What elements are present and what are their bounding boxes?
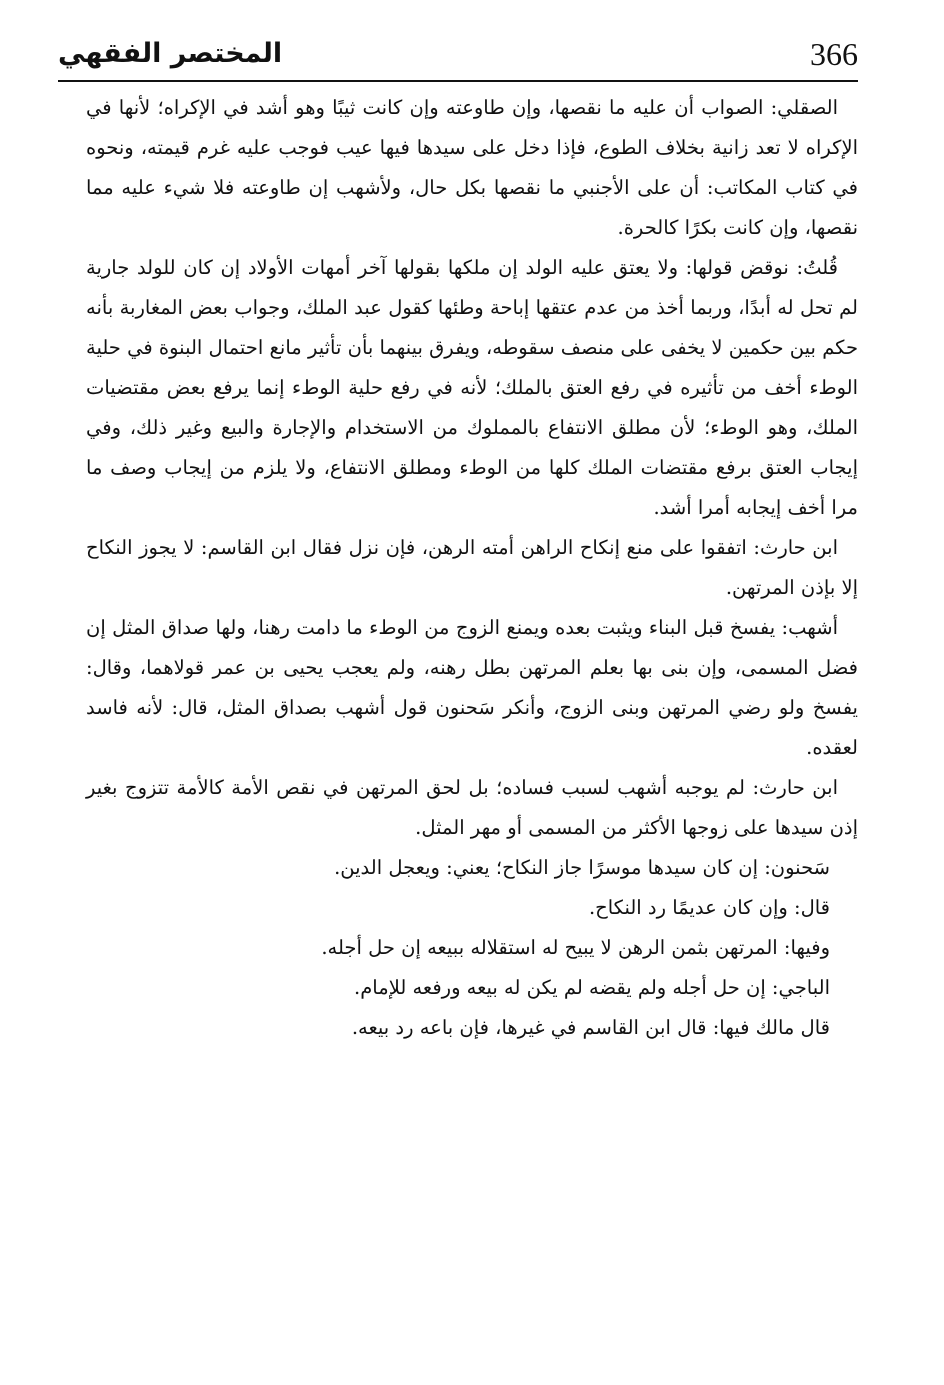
paragraph-ibn-harith-1: ابن حارث: اتفقوا على منع إنكاح الراهن أمته الرهن، فإن نزل فقال ابن القاسم: لا يجوز النكاح إلا بإذن المرتهن. <box>86 536 858 599</box>
paragraph-wa-fiha: وفيها: المرتهن بثمن الرهن لا يبيح له استقلاله ببيعه إن حل أجله. <box>321 936 830 959</box>
header-divider <box>58 80 858 82</box>
paragraph-siqilli: الصقلي: الصواب أن عليه ما نقصها، وإن طاوعته وإن كانت ثيبًا وهو أشد في الإكراه؛ لأنها في الإكراه لا تعد زانية بخلاف الطوع، فإذا دخل على سيدها فيها عيب فوجب عليه غرم قيمته، ونحوه في كتاب المكاتب: أن على الأجنبي ما نقصها بكل حال، ولأشهب إن طاوعته فلا شيء عليه مما نقصها، وإن كانت بكرًا كالحرة. <box>86 96 858 239</box>
paragraph-qala: قال: وإن كان عديمًا رد النكاح. <box>588 896 830 919</box>
page-header <box>58 34 858 78</box>
paragraph-malik: قال مالك فيها: قال ابن القاسم في غيرها، فإن باعه رد بيعه. <box>351 1016 830 1039</box>
paragraph-ashhab: أشهب: يفسخ قبل البناء ويثبت بعده ويمنع الزوج من الوطء ما دامت رهنا، ولها صداق المثل إن فضل المسمى، وإن بنى بها بعلم المرتهن بطل رهنه، ولم يعجب يحيى بن عمر قولاهما، وقال: يفسخ ولو رضي المرتهن وبنى الزوج، وأنكر سَحنون قول أشهب بصداق المثل، قال: لأنه فاسد لعقده. <box>86 616 858 759</box>
paragraph-ibn-harith-2: ابن حارث: لم يوجبه أشهب لسبب فساده؛ بل لحق المرتهن في نقص الأمة كالأمة تتزوج بغير إذن سيدها على زوجها الأكثر من المسمى أو مهر المثل. <box>86 776 858 839</box>
paragraph-sahnun: سَحنون: إن كان سيدها موسرًا جاز النكاح؛ يعني: ويعجل الدين. <box>334 856 830 879</box>
page-number: 366 <box>810 36 858 72</box>
paragraph-baji: الباجي: إن حل أجله ولم يقضه لم يكن له بيعه ورفعه للإمام. <box>354 976 830 999</box>
running-title: المختصر الفقهي <box>58 38 283 69</box>
page-body <box>86 88 858 1048</box>
paragraph-qultu: قُلتُ: نوقض قولها: ولا يعتق عليه الولد إن ملكها بقولها آخر أمهات الأولاد إن كان للولد جارية لم تحل له أبدًا، وربما أخذ من عدم عتقها إباحة وطئها كقول عبد الملك، وجواب بعض المغاربة بأنه حكم بين حكمين لا يخفى على منصف سقوطه، ويفرق بينهما بأن تأثير مانع احتمال البنوة في حلية الوطء أخف من تأثيره في رفع العتق بالملك؛ لأنه في رفع حلية الوطء إنما يرفع بعض مقتضيات الملك، وهو الوطء؛ لأن مطلق الانتفاع بالمملوك من الاستخدام والإجارة والبيع وغير ذلك، وفي إيجاب العتق برفع مقتضات الملك كلها من الوطء ومطلق الانتفاع، ولا يلزم من إيجاب وصف ما مرا أخف إيجابه أمرا أشد. <box>86 256 858 519</box>
